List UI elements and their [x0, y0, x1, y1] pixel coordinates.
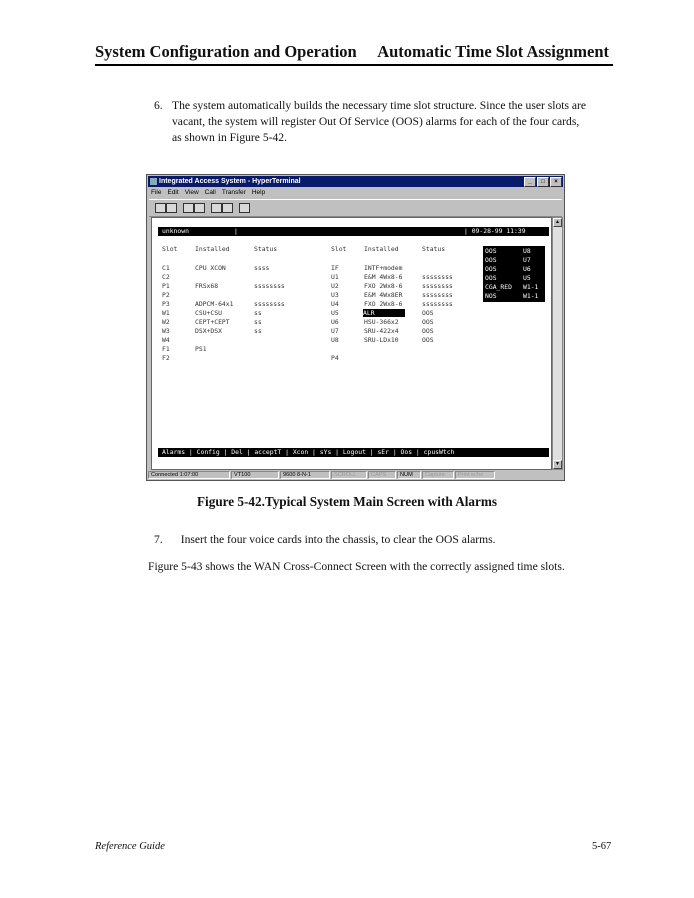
right-slot: P4: [331, 354, 339, 362]
left-status: ssss: [254, 264, 270, 272]
left-installed: DSX+DSX: [195, 327, 222, 335]
step-6-line-2: vacant, the system will register Out Of Service (OOS) alarms for each of the four cards,: [172, 115, 580, 128]
right-slot: U3: [331, 291, 339, 299]
menu-help[interactable]: Help: [251, 189, 266, 196]
status-emulation: VT100: [231, 471, 279, 479]
command-menu[interactable]: Alarms | Config | Del | acceptT | Xcon | sYs | Logout | sEr | Oos | cpusWtch: [162, 448, 455, 456]
phone-connect-icon[interactable]: [183, 203, 194, 213]
right-status: OOS: [422, 309, 434, 317]
right-slot: IF: [331, 264, 339, 272]
scroll-down-icon[interactable]: ▼: [553, 460, 562, 469]
left-installed: PS1: [195, 345, 207, 353]
status-port-settings: 9600 8-N-1: [280, 471, 330, 479]
command-bar: [158, 448, 549, 457]
toolbar: [149, 199, 562, 217]
footer-left: Reference Guide: [95, 841, 165, 852]
status-bar: [148, 471, 563, 480]
left-status: ss: [254, 318, 262, 326]
terminal-screen[interactable]: [151, 217, 552, 470]
alr-highlight: ALR: [363, 309, 405, 317]
node-name: unknown: [162, 227, 189, 235]
alarm-list: [483, 246, 545, 302]
right-slot: U1: [331, 273, 339, 281]
status-connected: Connected 1:07:00: [148, 471, 230, 479]
col-installed-left: Installed: [195, 245, 230, 253]
col-installed-right: Installed: [364, 245, 399, 253]
left-status: ssssssss: [254, 282, 285, 290]
send-icon[interactable]: [211, 203, 222, 213]
left-slot: C1: [162, 264, 170, 272]
terminal-top-bar: [158, 227, 549, 236]
left-slot: F2: [162, 354, 170, 362]
right-installed: SRU-LDx10: [364, 336, 399, 344]
header-topic-title: Automatic Time Slot Assignment: [377, 42, 609, 61]
step-7-text: Insert the four voice cards into the chassis, to clear the OOS alarms.: [180, 533, 496, 546]
col-status-right: Status: [422, 245, 446, 253]
minimize-icon[interactable]: _: [524, 177, 536, 187]
left-status: ss: [254, 309, 262, 317]
vertical-scrollbar[interactable]: [552, 217, 563, 470]
step-7-number: 7.: [154, 533, 163, 546]
alarm-slot: U5: [523, 274, 531, 282]
alarm-type: OOS: [485, 247, 497, 255]
window-title: Integrated Access System - HyperTerminal: [159, 178, 301, 185]
right-status: ssssssss: [422, 282, 453, 290]
alarm-slot: U6: [523, 265, 531, 273]
right-installed: SRU-422x4: [364, 327, 399, 335]
status-scroll: SCROLL: [331, 471, 367, 479]
alarm-slot: W1-1: [523, 283, 539, 291]
right-slot: U8: [331, 336, 339, 344]
right-installed: E&M 4Wx8ER: [364, 291, 403, 299]
receive-icon[interactable]: [222, 203, 233, 213]
window-titlebar: [148, 176, 563, 187]
alarm-type: OOS: [485, 256, 497, 264]
left-slot: W2: [162, 318, 170, 326]
body-paragraph: Figure 5-43 shows the WAN Cross-Connect Screen with the correctly assigned time slots.: [148, 560, 565, 573]
phone-disconnect-icon[interactable]: [194, 203, 205, 213]
status-caps: CAPS: [368, 471, 396, 479]
left-status: ss: [254, 327, 262, 335]
left-slot: P1: [162, 282, 170, 290]
maximize-icon[interactable]: □: [537, 177, 549, 187]
right-status: ssssssss: [422, 291, 453, 299]
top-bar-separator: |: [234, 227, 238, 235]
properties-icon[interactable]: [239, 203, 250, 213]
right-slot: U4: [331, 300, 339, 308]
alarm-slot: U7: [523, 256, 531, 264]
header-section-title: System Configuration and Operation: [95, 42, 357, 61]
open-icon[interactable]: [166, 203, 177, 213]
left-installed: FRSx68: [195, 282, 219, 290]
hyperterminal-window: [146, 174, 565, 481]
left-installed: CSU+CSU: [195, 309, 222, 317]
left-slot: W4: [162, 336, 170, 344]
right-slot: U5: [331, 309, 339, 317]
right-status: ssssssss: [422, 300, 453, 308]
alarm-type: CGA_RED: [485, 283, 512, 291]
right-installed: E&M 4Wx8-6: [364, 273, 403, 281]
left-installed: CEPT+CEPT: [195, 318, 230, 326]
left-slot: P3: [162, 300, 170, 308]
left-slot: C2: [162, 273, 170, 281]
figure-caption: Figure 5-42.Typical System Main Screen with Alarms: [197, 494, 497, 509]
right-status: OOS: [422, 336, 434, 344]
step-6-paragraph: [154, 98, 614, 146]
left-status: ssssssss: [254, 300, 285, 308]
close-icon[interactable]: ×: [550, 177, 562, 187]
alarm-type: OOS: [485, 274, 497, 282]
left-installed: CPU XCON: [195, 264, 226, 272]
date-time: | 09-28-99 11:39: [464, 227, 526, 235]
status-print-echo: Print echo: [455, 471, 495, 479]
col-slot-left: Slot: [162, 245, 178, 253]
right-status: ssssssss: [422, 273, 453, 281]
new-connection-icon[interactable]: [155, 203, 166, 213]
alarm-slot: U8: [523, 247, 531, 255]
right-installed: FXO 2Wx8-6: [364, 300, 403, 308]
right-installed: HSU-366x2: [364, 318, 399, 326]
step-6-line-3: as shown in Figure 5-42.: [172, 131, 287, 144]
col-slot-right: Slot: [331, 245, 347, 253]
left-slot: W1: [162, 309, 170, 317]
right-slot: U7: [331, 327, 339, 335]
right-installed: INTF+modem: [364, 264, 403, 272]
page-number: 5-67: [592, 841, 612, 852]
page-header: [95, 42, 613, 66]
alarm-slot: W1-1: [523, 292, 539, 300]
col-status-left: Status: [254, 245, 278, 253]
right-installed: FXO 2Wx8-6: [364, 282, 403, 290]
right-slot: U2: [331, 282, 339, 290]
right-status: OOS: [422, 318, 434, 326]
app-icon: [150, 178, 157, 185]
left-slot: P2: [162, 291, 170, 299]
menu-bar: [149, 188, 269, 198]
status-num: NUM: [397, 471, 421, 479]
menu-file[interactable]: File: [151, 189, 162, 196]
menu-transfer[interactable]: Transfer: [221, 189, 246, 196]
window-controls: [523, 177, 562, 188]
left-slot: F1: [162, 345, 170, 353]
left-installed: ADPCM-64x1: [195, 300, 234, 308]
right-slot: U6: [331, 318, 339, 326]
left-slot: W3: [162, 327, 170, 335]
scroll-up-icon[interactable]: ▲: [553, 218, 562, 227]
menu-edit[interactable]: Edit: [167, 189, 179, 196]
step-6-line-1: The system automatically builds the necessary time slot structure. Since the user slots are: [172, 99, 587, 112]
menu-call[interactable]: Call: [204, 189, 216, 196]
alarm-type: NOS: [485, 292, 497, 300]
right-status: OOS: [422, 327, 434, 335]
menu-view[interactable]: View: [184, 189, 199, 196]
alarm-type: OOS: [485, 265, 497, 273]
step-6-number: 6.: [154, 99, 163, 112]
status-capture: Capture: [422, 471, 454, 479]
step-7-paragraph: [154, 533, 496, 546]
